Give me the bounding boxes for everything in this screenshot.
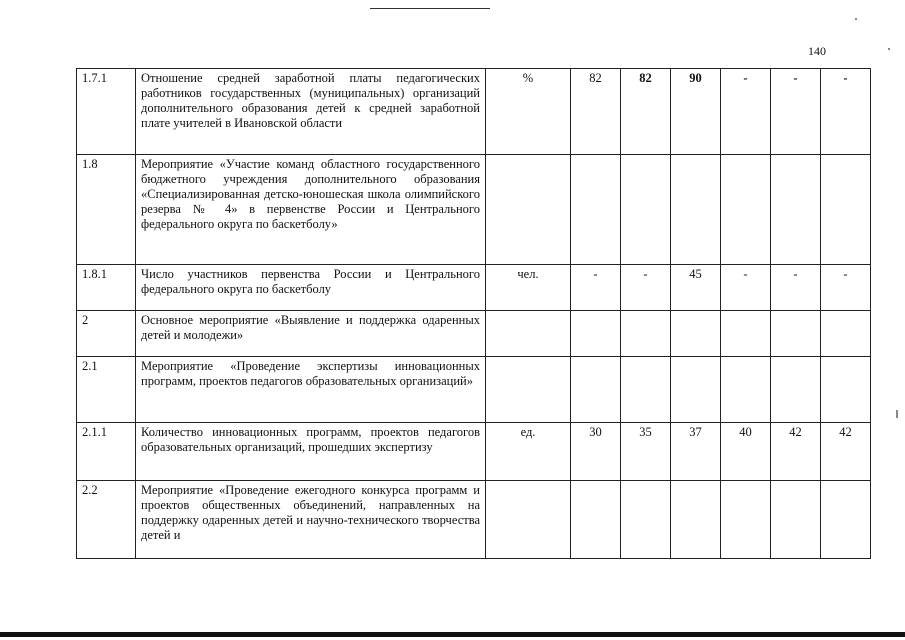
row-value	[771, 481, 821, 559]
row-value	[671, 155, 721, 265]
row-description: Мероприятие «Участие команд областного государственного бюджетного учреждения дополнительного образования «Специализированная детско-юношеская школа олимпийского резерва № 4» в первенстве России и Центрального федерального округа по баскетболу»	[136, 155, 486, 265]
top-rule	[370, 8, 490, 9]
row-unit: ед.	[486, 423, 571, 481]
row-code: 2.1.1	[77, 423, 136, 481]
row-value	[771, 357, 821, 423]
row-unit	[486, 481, 571, 559]
row-value: -	[821, 69, 871, 155]
row-value: 90	[671, 69, 721, 155]
table-row	[77, 69, 871, 155]
table-row	[77, 265, 871, 311]
row-value	[771, 311, 821, 357]
row-description: Отношение средней заработной платы педагогических работников государственных (муниципальных) организаций дополнительного образования детей к средней заработной плате учителей в Ивановской области	[136, 69, 486, 155]
row-value: 82	[571, 69, 621, 155]
table-row	[77, 481, 871, 559]
row-value	[671, 311, 721, 357]
row-value: 40	[721, 423, 771, 481]
row-code: 2.1	[77, 357, 136, 423]
row-value	[771, 155, 821, 265]
row-value	[721, 357, 771, 423]
row-value	[571, 311, 621, 357]
row-value: -	[771, 265, 821, 311]
row-value: 82	[621, 69, 671, 155]
row-value: 45	[671, 265, 721, 311]
bottom-rule	[0, 632, 905, 637]
row-value: -	[721, 265, 771, 311]
row-description: Мероприятие «Проведение ежегодного конкурса программ и проектов общественных объединений, направленных на поддержку одаренных детей и научно-технического творчества детей и	[136, 481, 486, 559]
row-code: 2.2	[77, 481, 136, 559]
row-value: 42	[821, 423, 871, 481]
row-unit: чел.	[486, 265, 571, 311]
row-value	[671, 481, 721, 559]
row-code: 2	[77, 311, 136, 357]
row-code: 1.7.1	[77, 69, 136, 155]
row-description: Основное мероприятие «Выявление и поддержка одаренных детей и молодежи»	[136, 311, 486, 357]
row-unit	[486, 357, 571, 423]
row-value	[721, 311, 771, 357]
row-value: -	[621, 265, 671, 311]
table-row	[77, 311, 871, 357]
row-value	[821, 481, 871, 559]
row-description: Количество инновационных программ, проектов педагогов образовательных организаций, прошедших экспертизу	[136, 423, 486, 481]
row-value	[621, 357, 671, 423]
row-value: 30	[571, 423, 621, 481]
scan-mark	[896, 410, 898, 418]
row-code: 1.8	[77, 155, 136, 265]
row-description: Число участников первенства России и Центрального федерального округа по баскетболу	[136, 265, 486, 311]
row-value	[621, 311, 671, 357]
row-value: -	[721, 69, 771, 155]
indicators-table	[76, 68, 871, 559]
row-value: 37	[671, 423, 721, 481]
row-value: -	[571, 265, 621, 311]
table-row	[77, 357, 871, 423]
row-value	[571, 155, 621, 265]
row-value: 35	[621, 423, 671, 481]
row-unit	[486, 311, 571, 357]
row-unit: %	[486, 69, 571, 155]
row-unit	[486, 155, 571, 265]
row-value	[621, 155, 671, 265]
table-row	[77, 423, 871, 481]
page-number: 140	[808, 44, 826, 58]
row-value	[571, 357, 621, 423]
table-row	[77, 155, 871, 265]
row-value	[721, 155, 771, 265]
scan-mark	[888, 48, 890, 50]
row-value	[821, 357, 871, 423]
row-code: 1.8.1	[77, 265, 136, 311]
row-value	[621, 481, 671, 559]
row-value	[571, 481, 621, 559]
row-value	[671, 357, 721, 423]
row-description: Мероприятие «Проведение экспертизы инновационных программ, проектов педагогов образовательных организаций»	[136, 357, 486, 423]
row-value: -	[821, 265, 871, 311]
row-value	[721, 481, 771, 559]
row-value: -	[771, 69, 821, 155]
scan-mark	[855, 18, 857, 20]
row-value	[821, 155, 871, 265]
row-value: 42	[771, 423, 821, 481]
row-value	[821, 311, 871, 357]
